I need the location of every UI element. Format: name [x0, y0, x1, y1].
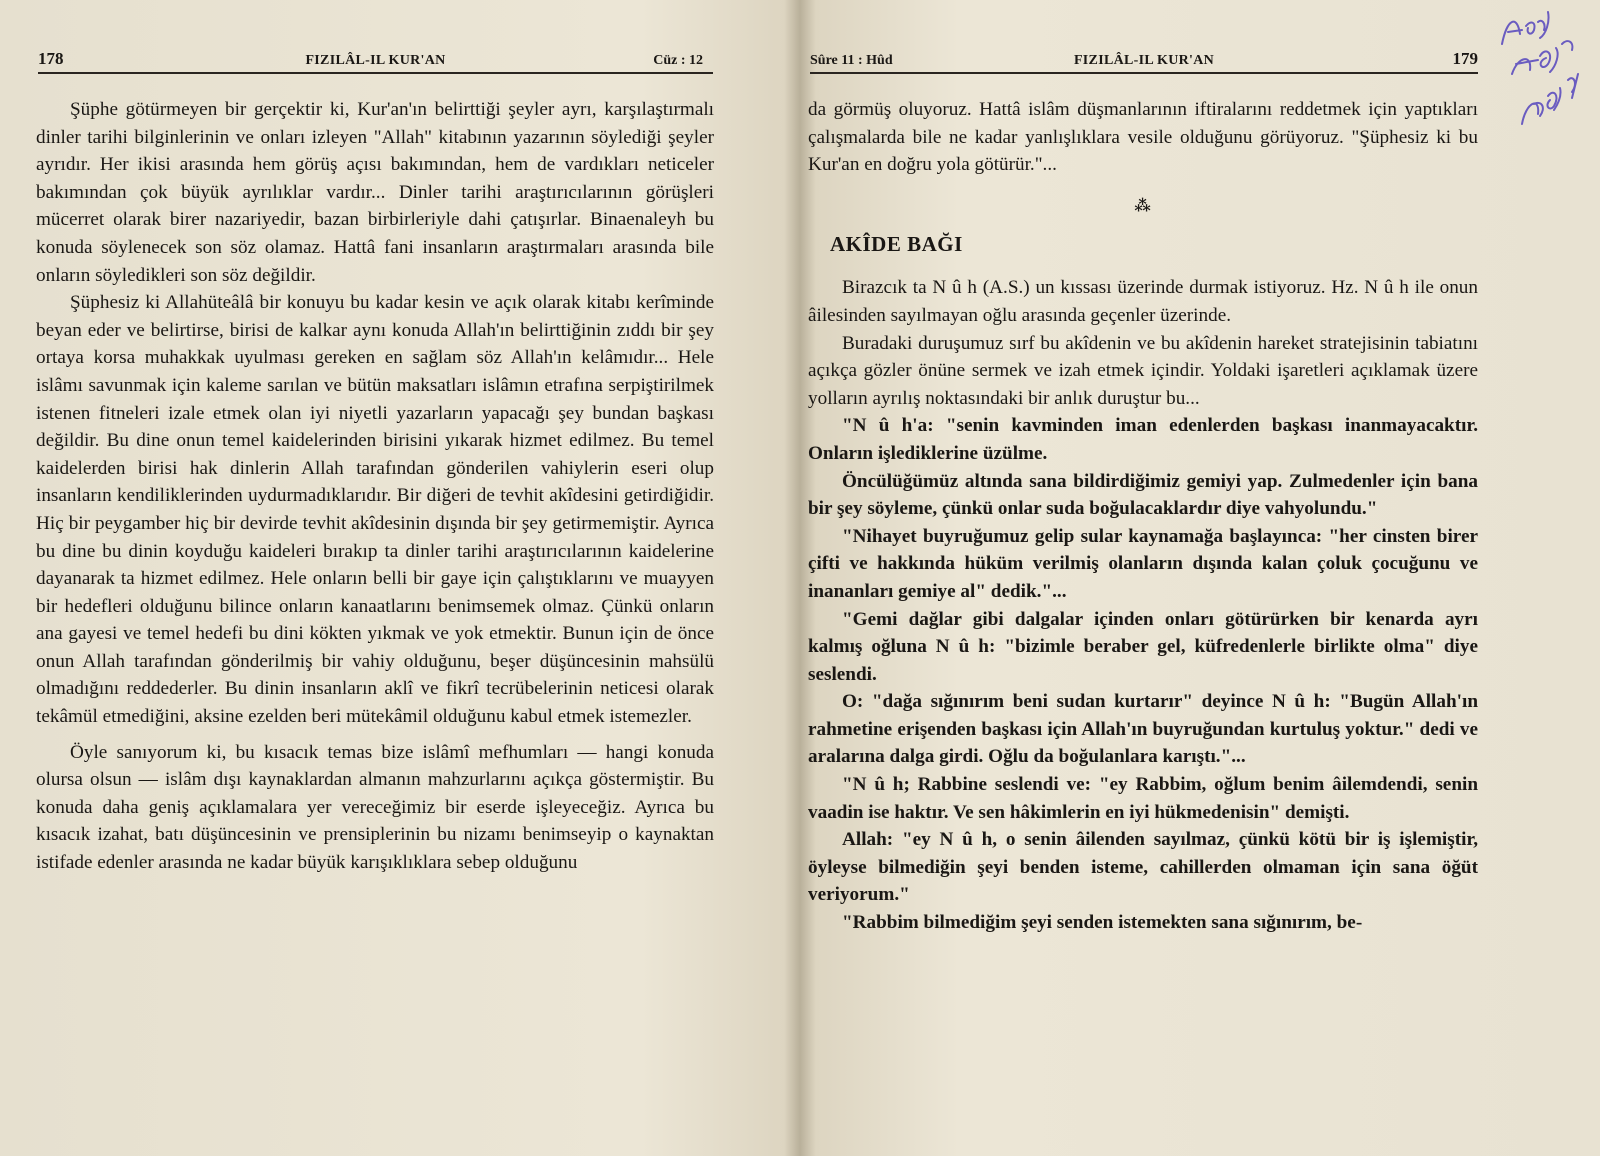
paragraph: Buradaki duruşumuz sırf bu akîdenin ve bu akîdenin hareket stratejisinin tabiatını açıkça gözler önüne sermek ve izah etmek içindir. Yoldaki işaretleri açıklamak üzere yolların ayrılış noktasındaki bir anlık duruştur bu... — [808, 332, 1478, 409]
quoted-paragraph: "Nihayet buyruğumuz gelip sular kaynamağa başlayınca: "her cinsten birer çifti ve hakkında hüküm verilmiş olanların dışında kalan çoluk çocuğunu ve inananları gemiye al" dedik."... — [808, 525, 1478, 602]
quoted-paragraph: Allah: "ey N û h, o senin âilenden sayılmaz, çünkü kötü bir iş işlemiştir, öyleyse bilmediğin şeyi benden isteme, cahillerden olmaman için sana öğüt veriyorum." — [808, 829, 1478, 906]
paragraph: Şüphesiz ki Allahüteâlâ bir konuyu bu kadar kesin ve açık olarak kitabı kerîminde beyan eder ve belirtirse, birisi de kalkar aynı konuda Allah'ın belirttiğinin zıddı bir şey ortaya korsa muhakkak uyulması gereken en sağlam söz Allah'ın kelâmıdır... Hele islâmı savunmak için kaleme sarılan ve bütün maksatları islâmın etrafına serpiştirilmek istenen fitneleri izale etmek olan iyi niyetli yazarların yapacağı şey bundan başkası değildir. Bu dine onun temel kaidelerinden birisini yıkarak hizmet edilmez. Bu temel kaidelerden birisi hak dinlerin Allah tarafından gönderilen vahiylerin eseri olup insanların kendiliklerinden uydurmadıklarıdır. Bir diğeri de tevhit akîdesini getirdiğidir. Hiç bir peygamber hiç bir devirde tevhit akîdesinin dışında bir şey getirmemiştir. Ayrıca bu dine bu dinin koyduğu kaideleri bırakıp ta dinler tarihi araştırıcılarının kaidelerine dayanarak ta hizmet edilmez. Hele onların belli bir gaye için çalıştıklarını ve muayyen bir hedefleri olduğunu bilince onların kanaatlarını benimsemek olmaz. Çünkü onların ana gayesi ve temel hedefi bu dini kökten yıkmak ve yok etmektir. Bunun için de önce onun Allah tarafından gönderilmiş bir vahiy olduğunu, beşer düşüncesinin mahsülü olmadığını reddederler. Bu dinin insanların aklî ve fikrî tecrübelerinin neticesi olarak tekâmül etmediğini, aksine ezelden beri mütekâmil olduğunu kabul etmek istemezler. — [36, 292, 714, 728]
opening-paragraph: da görmüş oluyoruz. Hattâ islâm düşmanlarının iftiralarını reddetmek için yaptıkları çalışmalarda bile ne kadar yanlışlıklara vesile olduğunu görüyoruz. "Şüphesiz ki bu Kur'an en doğru yola götürür."... — [808, 99, 1478, 176]
quoted-paragraph: "Gemi dağlar gibi dalgalar içinden onları götürürken bir kenarda ayrı kalmış oğluna N û h: "bizimle beraber gel, küfredenlerle birlikte olma" diye seslendi. — [808, 608, 1478, 685]
paragraph: Birazcık ta N û h (A.S.) un kıssası üzerinde durmak istiyoruz. Hz. N û h ile onun âilesinden sayılmayan oğlu arasında geçenler üzerinde. — [808, 277, 1478, 326]
section-separator: ⁂ — [1134, 197, 1152, 215]
quoted-paragraph: "N û h'a: "senin kavminden iman edenlerden başkası inanmayacaktır. Onların işlediklerine üzülme. — [808, 415, 1478, 464]
running-title: FIZILÂL-IL KUR'AN — [1073, 53, 1215, 68]
left-body-text — [36, 96, 714, 877]
quoted-paragraph: "N û h; Rabbine seslendi ve: "ey Rabbim, oğlum benim âilemdendi, senin vaadin ise haktır. Ve sen hâkimlerin en iyi hükmedenisin" demişti. — [808, 774, 1478, 823]
running-title: FIZILÂL-IL KUR'AN — [305, 53, 446, 68]
left-page — [0, 0, 775, 1156]
running-head-right — [810, 46, 1478, 74]
quoted-paragraph: Öncülüğümüz altında sana bildirdiğimiz gemiyi yap. Zulmedenler için bana bir şey söyleme, çünkü onlar suda boğulacaklardır diye vahyolundu." — [808, 470, 1478, 520]
right-page — [790, 0, 1600, 1156]
page-number: 178 — [38, 49, 64, 68]
quoted-paragraph: O: "dağa sığınırım beni sudan kurtarır" deyince N û h: "Bugün Allah'ın rahmetine erişenden başkası için Allah'ın buyruğundan kurtuluş yoktur." dedi ve aralarına dalga girdi. Oğlu da boğulanlara karıştı."... — [808, 691, 1478, 768]
page-number: 179 — [1452, 49, 1478, 68]
running-head-left — [38, 46, 713, 74]
section-heading: AKÎDE BAĞI — [830, 231, 963, 256]
quoted-paragraph: "Rabbim bilmediğim şeyi senden istemekten sana sığınırım, be- — [842, 912, 1363, 934]
paragraph: Öyle sanıyorum ki, bu kısacık temas bize islâmî mefhumları — hangi konuda olursa olsun — islâm dışı kaynaklardan almanın mahzurlarını açıkça göstermiştir. Bu konuda daha geniş açıklamalara yer vereceğimiz bir eserde işleyeceğiz. Ayrıca bu kısacık izahat, batı düşüncesinin ve prensiplerinin bu nizamı benimseyip o kaynaktan istifade edenler arasında ne kadar büyük karışıklıklara sebep olduğunu — [36, 741, 714, 874]
handwritten-note-icon — [1482, 4, 1592, 154]
paragraph: Şüphe götürmeyen bir gerçektir ki, Kur'an'ın belirttiği şeyler ayrı, karşılaştırmalı dinler tarihi bilginlerinin ve onları izleyen "Allah" kitabının yazarının söylediği şeyler ayrıdır. Her ikisi arasında hem görüş açısı bakımından, hem de vardıkları neticeler bakımından çok büyük ayrılıklar vardır... Dinler tarihi araştırıcılarının görüşleri mücerret olarak birer nazariyedir, bazan birbirleriyle dahi çatışırlar. Binaenaleyh bu konuda söylenecek son söz olamaz. Hattâ fani insanların araştırmaları arasında bile onların söyledikleri son söz değildir. — [36, 99, 714, 286]
section-marker: Cüz : 12 — [653, 53, 703, 68]
right-body-text — [808, 96, 1478, 937]
section-marker: Sûre 11 : Hûd — [810, 53, 893, 68]
